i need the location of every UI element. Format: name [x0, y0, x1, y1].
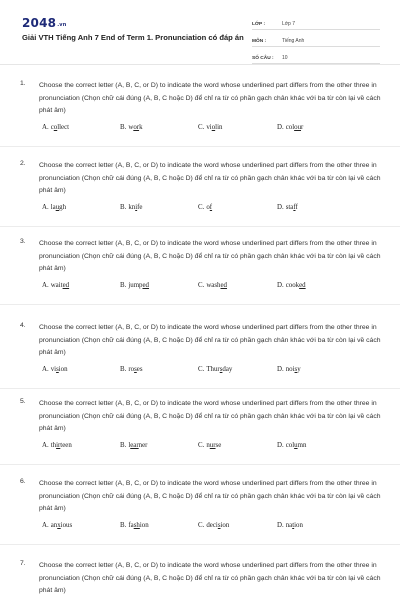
- answer-option[interactable]: [198, 124, 222, 131]
- option-letter: A.: [42, 282, 49, 289]
- option-word-part: ion: [294, 522, 303, 529]
- answer-option[interactable]: [277, 442, 306, 449]
- answer-option[interactable]: [42, 124, 69, 131]
- option-letter: C.: [198, 124, 205, 131]
- option-letter: C.: [198, 522, 205, 529]
- option-word-part: col: [285, 442, 295, 449]
- answer-option[interactable]: [277, 124, 303, 131]
- option-letter: A.: [42, 442, 49, 449]
- option-word-part: wash: [206, 282, 221, 289]
- option-word-part: jump: [128, 282, 143, 289]
- option-letter: D.: [277, 442, 284, 449]
- option-word-part: teen: [60, 442, 72, 449]
- meta-value: Tiếng Anh: [282, 38, 305, 44]
- option-underlined-part: u: [55, 204, 60, 211]
- answer-options: [42, 124, 382, 138]
- option-letter: B.: [120, 282, 127, 289]
- option-word-part: wait: [50, 282, 63, 289]
- option-letter: B.: [120, 124, 127, 131]
- option-word-part: ner: [138, 442, 148, 449]
- answer-option[interactable]: [198, 282, 227, 289]
- answer-option[interactable]: [42, 282, 69, 289]
- answer-option[interactable]: [42, 366, 68, 373]
- answer-option[interactable]: [120, 442, 147, 449]
- option-word-part: r: [301, 124, 304, 131]
- site-logo[interactable]: [22, 16, 67, 30]
- option-word-part: fe: [137, 204, 143, 211]
- option-word-part: na: [285, 522, 293, 529]
- option-letter: A.: [42, 124, 49, 131]
- option-word-part: deci: [206, 522, 218, 529]
- question-number: 5.: [20, 398, 26, 405]
- answer-option[interactable]: [277, 204, 298, 211]
- option-letter: B.: [120, 442, 127, 449]
- answer-option[interactable]: [120, 282, 149, 289]
- option-letter: B.: [120, 204, 127, 211]
- option-word-part: ion: [220, 522, 230, 529]
- question-number: 6.: [20, 478, 26, 485]
- option-word-part: gh: [59, 204, 67, 211]
- option-word-part: ro: [128, 366, 135, 373]
- answer-option[interactable]: [120, 124, 143, 131]
- question-number: 3.: [20, 238, 26, 245]
- answer-options: [42, 282, 382, 296]
- option-letter: D.: [277, 124, 284, 131]
- question-divider: [0, 464, 400, 465]
- option-word-part: n: [206, 442, 210, 449]
- option-letter: B.: [120, 522, 127, 529]
- answer-option[interactable]: [42, 522, 72, 529]
- option-letter: C.: [198, 442, 205, 449]
- option-letter: A.: [42, 366, 49, 373]
- meta-label: LỚP :: [252, 22, 266, 27]
- option-letter: A.: [42, 204, 49, 211]
- option-word-part: l: [128, 442, 131, 449]
- option-word-part: ious: [60, 522, 73, 529]
- option-letter: D.: [277, 522, 284, 529]
- option-word-part: an: [50, 522, 58, 529]
- question-number: 7.: [20, 560, 26, 567]
- meta-row-subject: [252, 33, 380, 47]
- answer-option[interactable]: [198, 366, 232, 373]
- question-number: 1.: [20, 80, 26, 87]
- question-divider: [0, 226, 400, 227]
- question-divider: [0, 146, 400, 147]
- option-underlined-part: s: [219, 366, 223, 373]
- option-underlined-part: s: [294, 366, 298, 373]
- question-text: Choose the correct letter (A, B, C, or D) to indicate the word whose underlined part differs from the other three in pronunciation (Chọn chữ cái đúng (A, B, C hoặc D) để chỉ ra từ có phần gạch chân khác với ba từ còn lại về cách phát âm): [39, 480, 381, 513]
- option-underlined-part: u: [294, 442, 298, 449]
- option-word-part: Thur: [206, 366, 220, 373]
- answer-option[interactable]: [198, 204, 212, 211]
- option-word-part: y: [297, 366, 301, 373]
- option-word-part: day: [222, 366, 233, 373]
- option-underlined-part: f: [293, 204, 296, 211]
- option-letter: D.: [277, 282, 284, 289]
- question-divider: [0, 388, 400, 389]
- question-text: Choose the correct letter (A, B, C, or D) to indicate the word whose underlined part differs from the other three in pronunciation (Chọn chữ cái đúng (A, B, C hoặc D) để chỉ ra từ có phần gạch chân khác với ba từ còn lại về cách phát âm): [39, 82, 381, 115]
- question-text: Choose the correct letter (A, B, C, or D) to indicate the word whose underlined part differs from the other three in pronunciation (Chọn chữ cái đúng (A, B, C hoặc D) để chỉ ra từ có phần gạch chân khác với ba từ còn lại về cách phát âm): [39, 400, 381, 433]
- option-word-part: es: [136, 366, 143, 373]
- option-underlined-part: s: [217, 522, 221, 529]
- answer-option[interactable]: [42, 442, 72, 449]
- answer-option[interactable]: [198, 522, 229, 529]
- answer-option[interactable]: [277, 282, 306, 289]
- option-word-part: kn: [128, 204, 136, 211]
- answer-option[interactable]: [120, 366, 143, 373]
- question-number: 2.: [20, 160, 26, 167]
- meta-value: 10: [282, 55, 288, 61]
- answer-options: [42, 522, 382, 536]
- option-word-part: lin: [215, 124, 223, 131]
- option-underlined-part: o: [53, 124, 58, 131]
- option-word-part: la: [50, 204, 56, 211]
- option-word-part: cook: [285, 282, 300, 289]
- option-underlined-part: ir: [56, 442, 61, 449]
- option-underlined-part: i: [135, 204, 138, 211]
- question-text: Choose the correct letter (A, B, C, or D) to indicate the word whose underlined part differs from the other three in pronunciation (Chọn chữ cái đúng (A, B, C hoặc D) để chỉ ra từ có phần gạch chân khác với ba từ còn lại về cách phát âm): [39, 162, 381, 195]
- option-word-part: noi: [285, 366, 295, 373]
- question-divider: [0, 304, 400, 305]
- question-number: 4.: [20, 322, 26, 329]
- meta-label: SỐ CÂU :: [252, 56, 274, 61]
- option-underlined-part: s: [134, 366, 137, 373]
- option-word-part: llect: [57, 124, 70, 131]
- meta-row-class: [252, 16, 380, 30]
- option-underlined-part: t: [292, 522, 295, 529]
- answer-option[interactable]: [198, 442, 221, 449]
- answer-option[interactable]: [277, 522, 303, 529]
- option-underlined-part: x: [57, 522, 61, 529]
- question-text: Choose the correct letter (A, B, C, or D) to indicate the word whose underlined part differs from the other three in pronunciation (Chọn chữ cái đúng (A, B, C hoặc D) để chỉ ra từ có phần gạch chân khác với ba từ còn lại về cách phát âm): [39, 562, 381, 595]
- option-word-part: c: [50, 124, 54, 131]
- meta-row-count: [252, 50, 380, 64]
- logo-text: 2048: [22, 16, 57, 30]
- option-word-part: fa: [128, 522, 134, 529]
- answer-options: [42, 442, 382, 456]
- document-title: Giải VTH Tiếng Anh 7 End of Term 1. Pronunciation có đáp án: [22, 33, 244, 42]
- question-text: Choose the correct letter (A, B, C, or D) to indicate the word whose underlined part differs from the other three in pronunciation (Chọn chữ cái đúng (A, B, C hoặc D) để chỉ ra từ có phần gạch chân khác với ba từ còn lại về cách phát âm): [39, 240, 381, 273]
- option-underlined-part: f: [209, 204, 213, 211]
- option-underlined-part: ou: [294, 124, 302, 131]
- option-underlined-part: ear: [130, 442, 139, 449]
- option-underlined-part: ur: [209, 442, 216, 449]
- option-letter: D.: [277, 204, 284, 211]
- option-word-part: se: [215, 442, 222, 449]
- option-word-part: vi: [50, 366, 57, 373]
- option-word-part: th: [50, 442, 57, 449]
- option-word-part: o: [206, 204, 210, 211]
- option-underlined-part: s: [56, 366, 59, 373]
- option-word-part: col: [285, 124, 295, 131]
- option-underlined-part: ed: [299, 282, 306, 289]
- meta-value: Lớp 7: [282, 21, 296, 27]
- option-underlined-part: ed: [220, 282, 228, 289]
- option-letter: B.: [120, 366, 127, 373]
- answer-option[interactable]: [42, 204, 66, 211]
- answer-option[interactable]: [277, 366, 301, 373]
- answer-option[interactable]: [120, 204, 143, 211]
- option-underlined-part: o: [211, 124, 216, 131]
- option-letter: C.: [198, 282, 205, 289]
- document-meta: [252, 16, 380, 67]
- option-letter: D.: [277, 366, 284, 373]
- meta-label: MÔN :: [252, 39, 267, 44]
- option-underlined-part: ed: [62, 282, 70, 289]
- option-letter: A.: [42, 522, 49, 529]
- option-word-part: w: [128, 124, 134, 131]
- option-word-part: f: [295, 204, 298, 211]
- option-word-part: ion: [58, 366, 68, 373]
- answer-options: [42, 204, 382, 218]
- logo-suffix: .vn: [57, 22, 67, 28]
- option-underlined-part: sh: [133, 522, 140, 529]
- option-letter: C.: [198, 204, 205, 211]
- option-underlined-part: or: [133, 124, 140, 131]
- option-word-part: mn: [297, 442, 307, 449]
- option-word-part: sta: [285, 204, 294, 211]
- answer-option[interactable]: [120, 522, 149, 529]
- question-divider: [0, 544, 400, 545]
- answer-options: [42, 366, 382, 380]
- option-word-part: k: [139, 124, 143, 131]
- option-word-part: vi: [206, 124, 212, 131]
- option-letter: C.: [198, 366, 205, 373]
- question-text: Choose the correct letter (A, B, C, or D) to indicate the word whose underlined part differs from the other three in pronunciation (Chọn chữ cái đúng (A, B, C hoặc D) để chỉ ra từ có phần gạch chân khác với ba từ còn lại về cách phát âm): [39, 324, 381, 357]
- option-word-part: ion: [139, 522, 149, 529]
- option-underlined-part: ed: [142, 282, 150, 289]
- document-header: [0, 0, 400, 65]
